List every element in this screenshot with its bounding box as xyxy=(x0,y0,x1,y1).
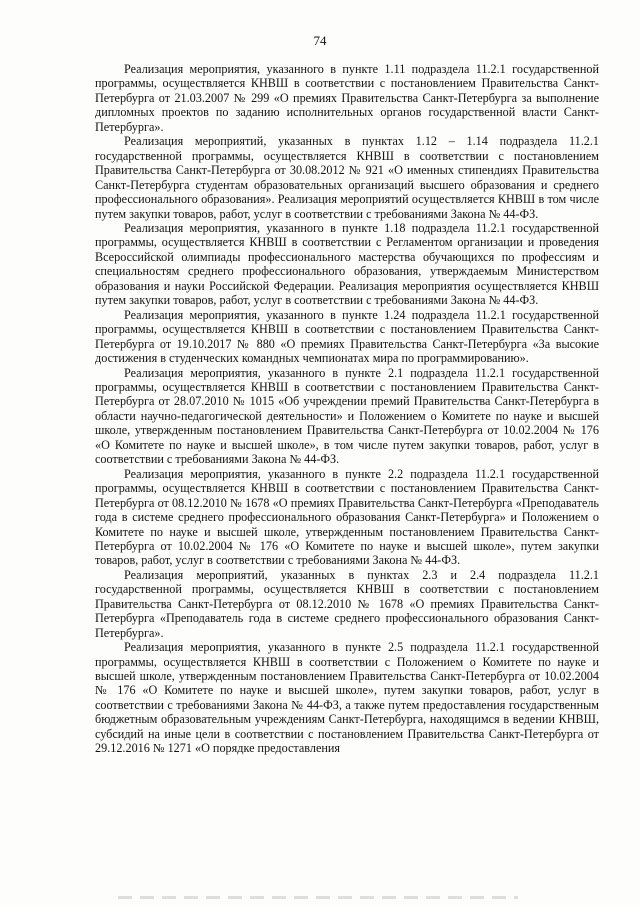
paragraph-item-1-18: Реализация мероприятия, указанного в пункте 1.18 подраздела 11.2.1 государственной программы, осуществляется КНВШ в соответствии с Регламентом организации и проведения Всероссийской олимпиады профессионального мастерства обучающихся по профессиям и специальностям среднего профессионального образования, утверждаемым Министерством образования и науки Российской Федерации. Реализация мероприятия осуществляется КНВШ путем закупки товаров, работ, услуг в соответствии с требованиями Закона № 44-ФЗ. xyxy=(95,220,599,308)
scan-artifact-line xyxy=(118,896,518,899)
paragraph-item-2-2: Реализация мероприятия, указанного в пункте 2.2 подраздела 11.2.1 государственной программы, осуществляется КНВШ в соответствии с постановлением Правительства Санкт-Петербурга от 08.12.2010 № 1678 «О премиях Правительства Санкт-Петербурга «Преподаватель года в системе среднего профессионального образования Санкт-Петербурга» и Положением о Комитете по науке и высшей школе, утвержденным постановлением Правительства Санкт-Петербурга от 10.02.2004 № 176 «О Комитете по науке и высшей школе», путем закупки товаров, работ, услуг в соответствии с требованиями Закона № 44-ФЗ. xyxy=(95,466,599,568)
paragraph-item-1-11: Реализация мероприятия, указанного в пункте 1.11 подраздела 11.2.1 государственной программы, осуществляется КНВШ в соответствии с постановлением Правительства Санкт-Петербурга от 21.03.2007 № 299 «О премиях Правительства Санкт-Петербурга за выполнение дипломных проектов по заданию исполнительных органов государственной власти Санкт-Петербурга». xyxy=(95,62,599,134)
paragraph-item-1-24: Реализация мероприятия, указанного в пункте 1.24 подраздела 11.2.1 государственной программы, осуществляется КНВШ в соответствии с постановлением Правительства Санкт-Петербурга от 19.10.2017 № 880 «О премиях Правительства Санкт-Петербурга «За высокие достижения в студенческих командных чемпионатах мира по программированию». xyxy=(95,307,599,366)
paragraph-item-2-5: Реализация мероприятия, указанного в пункте 2.5 подраздела 11.2.1 государственной программы, осуществляется КНВШ в соответствии с Положением о Комитете по науке и высшей школе, утвержденным постановлением Правительства Санкт-Петербурга от 10.02.2004 № 176 «О Комитете по науке и высшей школе», путем закупки товаров, работ, услуг в соответствии с требованиями Закона № 44-ФЗ, а также путем предоставления государственным бюджетным образовательным учреждениям Санкт-Петербурга, находящимся в ведении КНВШ, субсидий на иные цели в соответствии с постановлением Правительства Санкт-Петербурга от 29.12.2016 № 1271 «О порядке предоставления xyxy=(95,640,599,756)
paragraph-item-2-1: Реализация мероприятия, указанного в пункте 2.1 подраздела 11.2.1 государственной программы, осуществляется КНВШ в соответствии с постановлением Правительства Санкт-Петербурга от 28.07.2010 № 1015 «Об учреждении премий Правительства Санкт-Петербурга в области научно-педагогической деятельности» и Положением о Комитете по науке и высшей школе, утвержденным постановлением Правительства Санкт-Петербурга от 10.02.2004 № 176 «О Комитете по науке и высшей школе», в том числе путем закупки товаров, работ, услуг в соответствии с требованиями Закона № 44-ФЗ. xyxy=(95,365,599,467)
paragraph-items-2-3-2-4: Реализация мероприятий, указанных в пунктах 2.3 и 2.4 подраздела 11.2.1 государственной программы, осуществляется КНВШ в соответствии с постановлением Правительства Санкт-Петербурга от 08.12.2010 № 1678 «О премиях Правительства Санкт-Петербурга «Преподаватель года в системе среднего профессионального образования Санкт-Петербурга». xyxy=(95,567,599,640)
paragraph-items-1-12-1-14: Реализация мероприятий, указанных в пунктах 1.12 – 1.14 подраздела 11.2.1 государственной программы, осуществляется КНВШ в соответствии с постановлением Правительства Санкт-Петербурга от 30.08.2012 № 921 «О именных стипендиях Правительства Санкт-Петербурга студентам образовательных организаций высшего образования и среднего профессионального образования». Реализация мероприятий осуществляется КНВШ в том числе путем закупки товаров, работ, услуг в соответствии с требованиями Закона № 44-ФЗ. xyxy=(95,134,599,221)
page-number: 74 xyxy=(313,33,327,48)
document-body xyxy=(95,62,599,756)
